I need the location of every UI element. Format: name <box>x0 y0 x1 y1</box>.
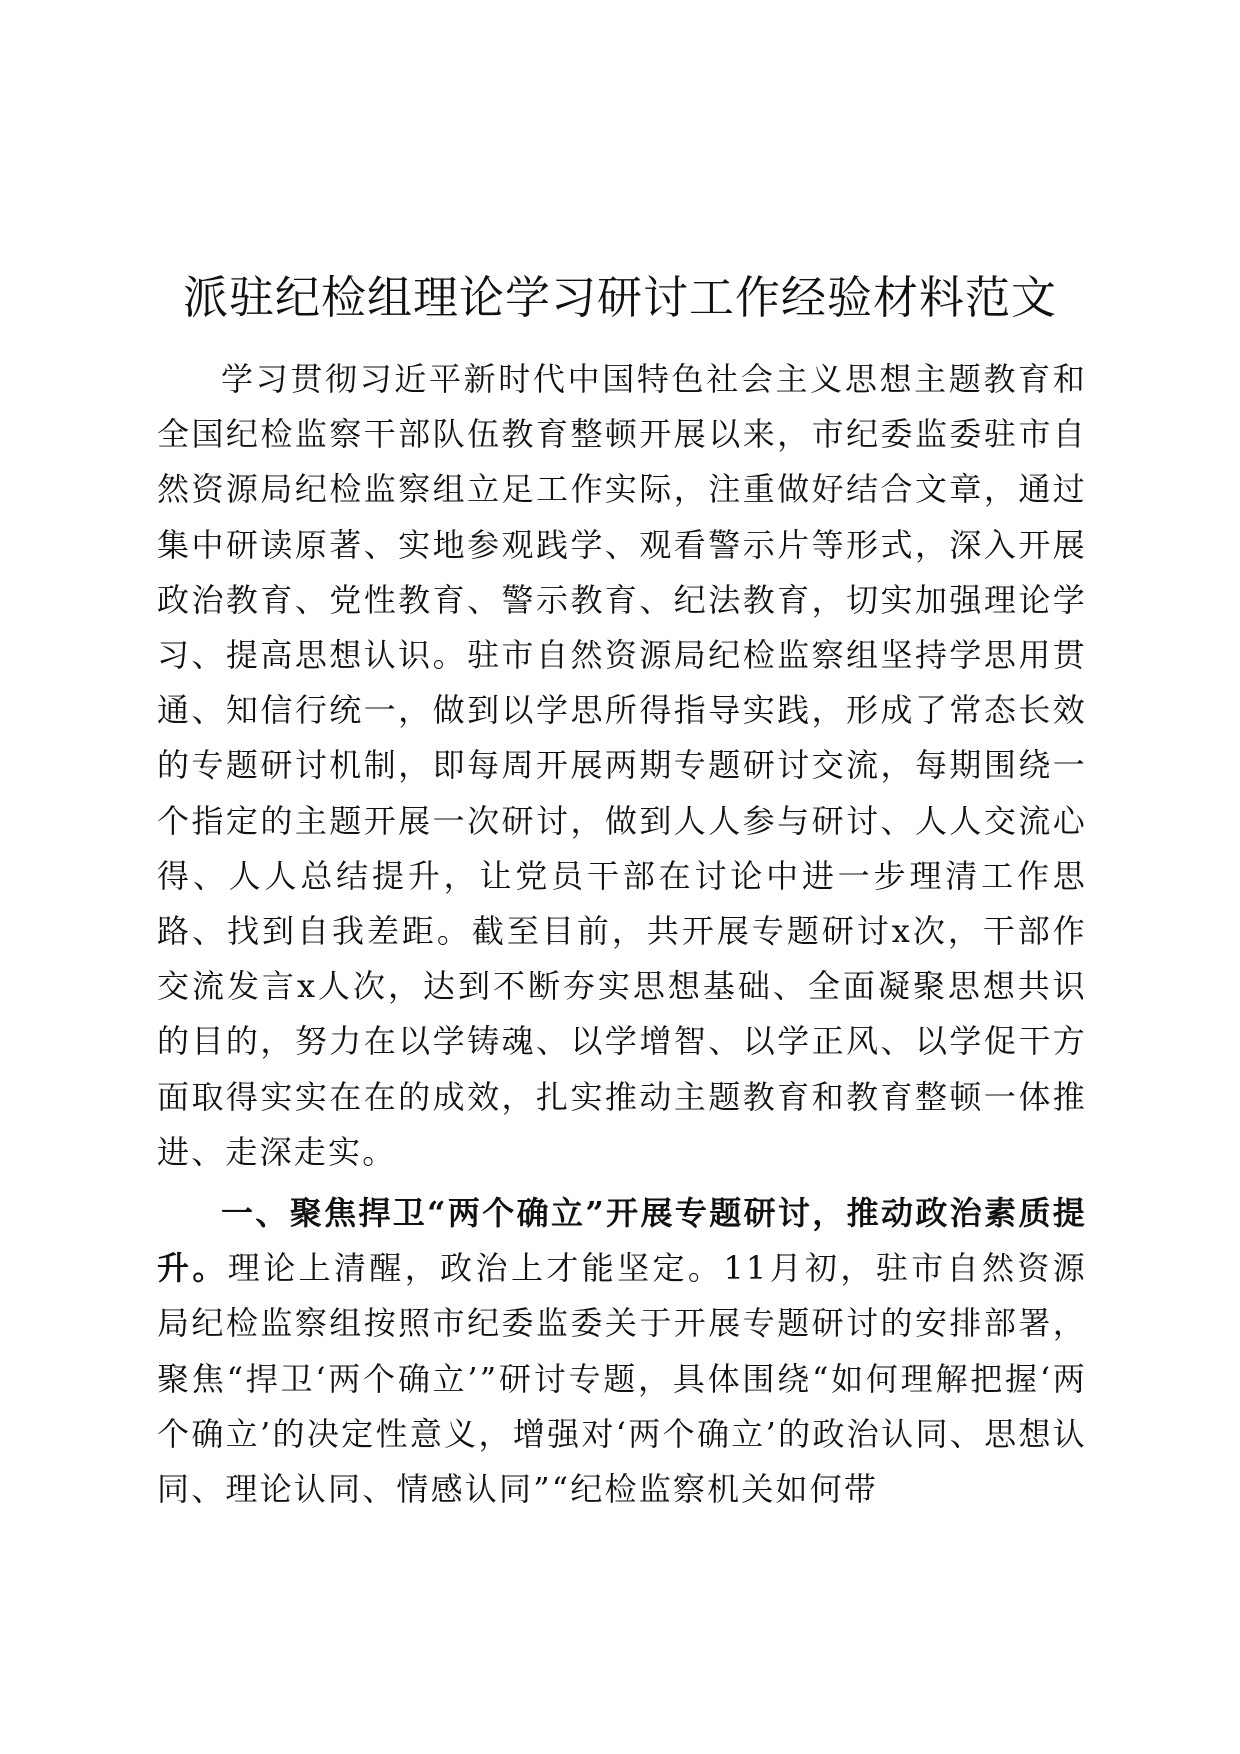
section-one-heading: 一、聚焦捍卫“两个确立”开展专题研讨，推动政治素质提升。 <box>157 1194 1087 1288</box>
section-one-text: 理论上清醒，政治上才能坚定。11月初，驻市自然资源局纪检监察组按照市纪委监委关于开展专题研讨的安排部署，聚焦“捍卫‘两个确立’”研讨专题，具体围绕“如何理解把握‘两个确立’的决定性意义，增强对‘两个确立’的政治认同、思想认同、理论认同、情感认同”“纪检监察机关如何带 <box>157 1249 1087 1509</box>
paragraph-section-one <box>157 1186 1087 1517</box>
paragraph-intro <box>157 352 1087 1180</box>
document-title: 派驻纪检组理论学习研讨工作经验材料范文 <box>182 271 1057 324</box>
document-body <box>157 352 1087 1517</box>
paragraph-intro-text: 学习贯彻习近平新时代中国特色社会主义思想主题教育和全国纪检监察干部队伍教育整顿开展以来，市纪委监委驻市自然资源局纪检监察组立足工作实际，注重做好结合文章，通过集中研读原著、实地参观践学、观看警示片等形式，深入开展政治教育、党性教育、警示教育、纪法教育，切实加强理论学习、提高思想认识。驻市自然资源局纪检监察组坚持学思用贯通、知信行统一，做到以学思所得指导实践，形成了常态长效的专题研讨机制，即每周开展两期专题研讨交流，每期围绕一个指定的主题开展一次研讨，做到人人参与研讨、人人交流心得、人人总结提升，让党员干部在讨论中进一步理清工作思路、找到自我差距。截至目前，共开展专题研讨x次，干部作交流发言x人次，达到不断夯实思想基础、全面凝聚思想共识的目的，努力在以学铸魂、以学增智、以学正风、以学促干方面取得实实在在的成效，扎实推动主题教育和教育整顿一体推进、走深走实。 <box>157 360 1087 1171</box>
